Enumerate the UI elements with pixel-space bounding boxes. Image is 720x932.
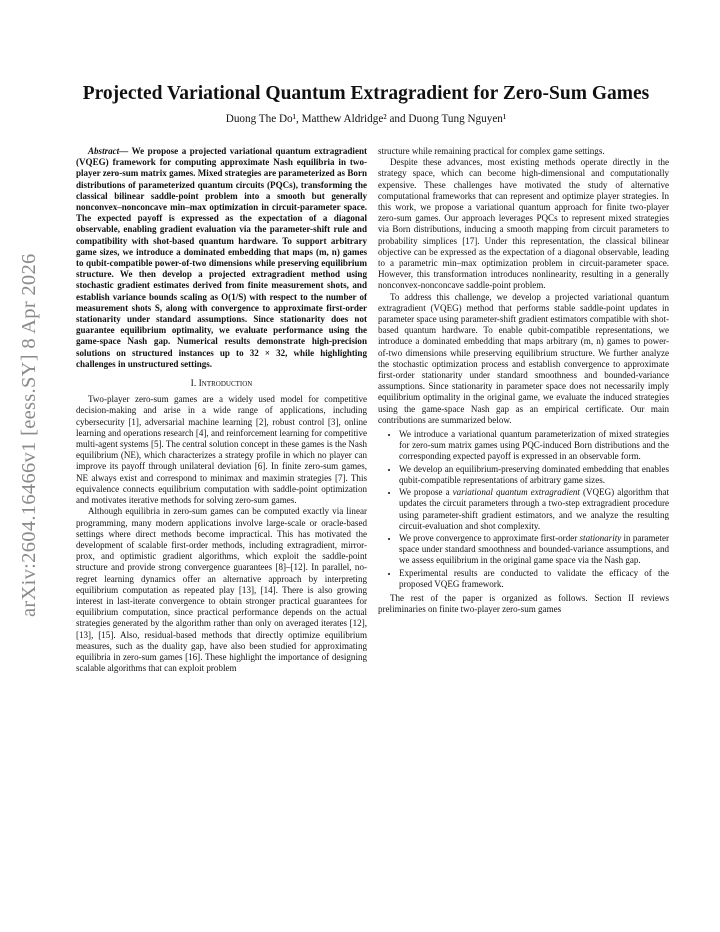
- intro-paragraph-2: Although equilibria in zero-sum games can be computed exactly via linear programming, many modern applications involve large-scale or oracle-based settings where direct methods become impractical. This has motivated the development of scalable first-order methods, including extragradient, mirror-prox, and optimistic gradient algorithms, which exploit the saddle-point structure and provide strong convergence guarantees [8]–[12]. In parallel, no-regret learning dynamics offer an alternative approach by interpreting equilibrium computation as repeated play [13], [14]. There is also growing interest in last-iterate convergence to obtain stronger practical guarantees for equilibrium computation, since practical performance depends on the actual strategies generated by the algorithm rather than only on averaged iterates [12], [13], [15]. Also, residual-based methods that directly optimize equilibrium measures, such as the duality gap, have also been studied for approximating equilibria in zero-sum games [16]. These highlight the importance of designing scalable algorithms that can exploit problem: [76, 506, 367, 674]
- intro-paragraph-3: Despite these advances, most existing methods operate directly in the strategy space, which can become high-dimensional and computationally expensive. These challenges have motivated the study of alternative computational frameworks that can represent and optimize player strategies. In this work, we propose a variational quantum approach for finite two-player zero-sum games. Our approach leverages PQCs to represent mixed strategies via Born distributions, inducing a smooth mapping from circuit parameters to probability simplices [17]. Under this representation, the classical bilinear objective can be expressed as the expectation of a diagonal observable, leading to a parametric min–max optimization problem in circuit-parameter space. However, this transformation introduces nonlinearity, resulting in a generally nonconvex-nonconcave saddle-point problem.: [378, 157, 669, 291]
- right-column: [378, 146, 669, 615]
- abstract-text: — We propose a projected variational quantum extragradient (VQEG) framework for computing approximate Nash equilibria in two-player zero-sum matrix games. Mixed strategies are parameterized as Born distributions of parameterized quantum circuits (PQCs), transforming the classical bilinear saddle-point problem into a smooth but generally nonconvex–nonconcave min–max optimization in circuit-parameter space. The expected payoff is expressed as the expectation of a diagonal observable, enabling gradient evaluation via the parameter-shift rule and compatibility with shot-based quantum hardware. To support arbitrary game sizes, we introduce a dominated embedding that maps (m, n) games to qubit-compatible power-of-two dimensions while preserving equilibrium structure. We then develop a projected extragradient method using stochastic gradient estimates derived from finite measurement shots, and establish variance bounds scaling as O(1/S) with respect to the number of measurement shots S, along with convergence to approximate first-order stationarity under standard assumptions. Since stationarity does not guarantee equilibrium optimality, we evaluate performance using the game-space Nash gap. Numerical results demonstrate high-precision solutions on structured instances up to 32 × 32, while highlighting challenges in unstructured settings.: [76, 146, 367, 369]
- abstract-label: Abstract: [88, 146, 120, 156]
- contribution-text: We prove convergence to approximate first-order: [399, 532, 580, 543]
- section-heading-introduction: I. Introduction: [190, 378, 253, 390]
- contributions-list: [378, 429, 669, 590]
- contribution-text: We introduce a variational quantum parameterization of mixed strategies for zero-sum matrix games using PQC-induced Born distributions and the corresponding expected payoff is expressed in an observable form.: [399, 429, 669, 462]
- paper-title: Projected Variational Quantum Extragradient for Zero-Sum Games: [82, 83, 650, 104]
- contribution-text: We develop an equilibrium-preserving dominated embedding that enables qubit-compatible representations of arbitrary game sizes.: [399, 463, 669, 485]
- contribution-text: (VQEG) algorithm that updates the circuit parameters through a two-step extragradient procedure using parameter-shift gradient estimators, and we analyze the resulting circuit-evaluation and shot complexity.: [399, 487, 669, 531]
- author-list: Duong The Do¹, Matthew Aldridge² and Duong Tung Nguyen¹: [225, 113, 507, 125]
- abstract: [76, 146, 367, 370]
- contribution-text: Experimental results are conducted to validate the efficacy of the proposed VQEG framework.: [399, 567, 669, 589]
- contribution-item: [399, 568, 669, 590]
- arxiv-identifier: arXiv:2604.16466v1 [eess.SY] 8 Apr 2026: [18, 253, 40, 617]
- contribution-item: [399, 429, 669, 463]
- intro-paragraph-4: To address this challenge, we develop a projected variational quantum extragradient (VQEG) method that performs stable saddle-point updates in parameter space using parameter-shift gradient estimators compatible with shot-based quantum hardware. To enable qubit-compatible representations, we introduce a dominated embedding that maps arbitrary (m, n) games to power-of-two dimensions while preserving equilibrium structure. We further analyze the stochastic optimization process and establish convergence to approximate first-order stationarity under standard smoothness and bounded-variance assumptions. Since stationarity in parameter space does not necessarily imply equilibrium optimality in the original game, we evaluate the induced strategies using the game-space Nash gap as an empirical certificate. Our main contributions are summarized below.: [378, 291, 669, 425]
- intro-paragraph-1: Two-player zero-sum games are a widely used model for competitive decision-making and arise in a wide range of applications, including cybersecurity [1], adversarial machine learning [2], robust control [3], online learning and operations research [4], and reinforcement learning for competitive multi-agent systems [5]. The central solution concept in these games is the Nash equilibrium (NE), which characterizes a strategy profile in which no player can improve its payoff through unilateral deviation [6]. In finite zero-sum games, NE always exist and correspond to minimax and maximin strategies [7]. This equivalence connects equilibrium computation with saddle-point optimization and motivates iterative methods for solving zero-sum games.: [76, 394, 367, 506]
- contribution-item: [399, 533, 669, 567]
- intro-paragraph-5: The rest of the paper is organized as follows. Section II reviews preliminaries on finite two-player zero-sum games: [378, 592, 669, 615]
- contribution-text: We propose a: [399, 487, 453, 498]
- left-column: [76, 146, 367, 674]
- contribution-item: [399, 487, 669, 532]
- intro-paragraph-2-continued: structure while remaining practical for complex game settings.: [378, 146, 605, 156]
- contribution-item: [399, 464, 669, 486]
- contribution-emphasis: stationarity: [579, 532, 622, 543]
- contribution-emphasis: variational quantum extragradient: [452, 487, 580, 498]
- contribution-text: in parameter space under standard smoothness and bounded-variance assumptions, and we assess equilibrium in the original game space via the Nash gap.: [399, 532, 669, 566]
